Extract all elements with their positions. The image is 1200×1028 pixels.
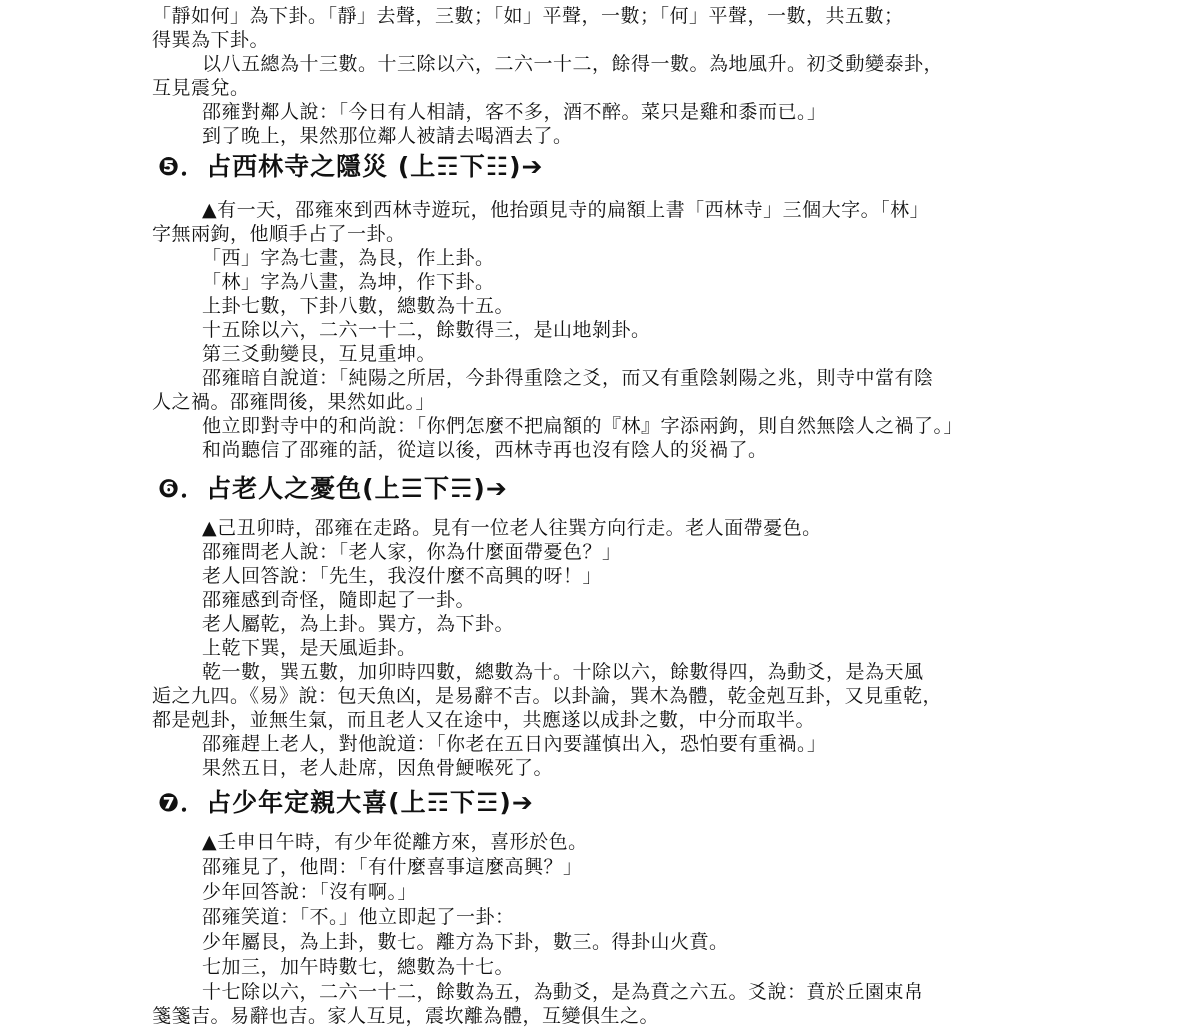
paragraph-line: ▲己丑卯時，邵雍在走路。見有一位老人往巽方向行走。老人面帶憂色。 (202, 517, 822, 539)
paragraph-line: ▲壬申日午時，有少年從離方來，喜形於色。 (202, 831, 588, 853)
paragraph-line: 邵雍見了，他問：「有什麼喜事這麼高興？」 (202, 856, 583, 878)
paragraph-line: 「靜如何」為下卦。「靜」去聲，三數；「如」平聲，一數；「何」平聲，一數，共五數； (152, 5, 904, 27)
section-heading-6: ❻．占老人之憂色(上☰下☴)➔ (158, 474, 508, 503)
paragraph-line: 第三爻動變艮，互見重坤。 (202, 343, 437, 365)
paragraph-line: 老人屬乾，為上卦。巽方，為下卦。 (202, 613, 515, 635)
paragraph-line: 人之禍。邵雍問後，果然如此。」 (152, 391, 436, 413)
paragraph-line: 他立即對寺中的和尚說：「你們怎麼不把扁額的『林』字添兩鉤，則自然無陰人之禍了。」 (202, 415, 964, 437)
paragraph-line: 老人回答說：「先生，我沒什麼不高興的呀！」 (202, 565, 603, 587)
paragraph-line: 逅之九四。《易》說：包天魚凶，是易辭不吉。以卦論，巽木為體，乾金剋互卦，又見重乾， (152, 685, 943, 707)
paragraph-line: 十五除以六，二六一十二，餘數得三，是山地剝卦。 (202, 319, 651, 341)
paragraph-line: 互見震兌。 (152, 77, 250, 99)
paragraph-line: 到了晚上，果然那位鄰人被請去喝酒去了。 (202, 125, 573, 147)
paragraph-line: 果然五日，老人赴席，因魚骨鯁喉死了。 (202, 757, 554, 779)
paragraph-line: 上乾下巽，是天風逅卦。 (202, 637, 417, 659)
paragraph-line: 以八五總為十三數。十三除以六，二六一十二，餘得一數。為地風升。初爻動變泰卦， (202, 53, 944, 75)
paragraph-line: 七加三，加午時數七，總數為十七。 (202, 956, 515, 978)
paragraph-line: 邵雍趕上老人，對他說道：「你老在五日內要謹慎出入，恐怕要有重禍。」 (202, 733, 827, 755)
paragraph-line: 邵雍問老人說：「老人家，你為什麼面帶憂色？」 (202, 541, 622, 563)
paragraph-line: 邵雍笑道：「不。」他立即起了一卦： (202, 906, 515, 928)
paragraph-line: 邵雍感到奇怪，隨即起了一卦。 (202, 589, 476, 611)
paragraph-line: 箋箋吉。易辭也吉。家人互見，震坎離為體，互變俱生之。 (152, 1005, 660, 1027)
section-heading-5: ❺．占西林寺之隱災 (上☶下☷)➔ (158, 152, 544, 181)
paragraph-line: 字無兩鉤，他順手占了一卦。 (152, 223, 406, 245)
paragraph-line: 邵雍對鄰人說：「今日有人相請，客不多，酒不醉。菜只是雞和黍而已。」 (202, 101, 827, 123)
paragraph-line: 「西」字為七畫，為艮，作上卦。 (202, 247, 495, 269)
paragraph-line: 少年屬艮，為上卦，數七。離方為下卦，數三。得卦山火賁。 (202, 931, 729, 953)
paragraph-line: 十七除以六，二六一十二，餘數為五，為動爻，是為賁之六五。爻說：賁於丘園束帛 (202, 981, 924, 1003)
paragraph-line: 上卦七數，下卦八數，總數為十五。 (202, 295, 515, 317)
paragraph-line: ▲有一天，邵雍來到西林寺遊玩，他抬頭見寺的扁額上書「西林寺」三個大字。「林」 (202, 199, 930, 221)
paragraph-line: 乾一數，巽五數，加卯時四數，總數為十。十除以六，餘數得四，為動爻，是為天風 (202, 661, 924, 683)
paragraph-line: 少年回答說：「沒有啊。」 (202, 881, 418, 903)
section-heading-7: ❼．占少年定親大喜(上☶下☲)➔ (158, 788, 534, 817)
paragraph-line: 和尚聽信了邵雍的話，從這以後，西林寺再也沒有陰人的災禍了。 (202, 439, 768, 461)
paragraph-line: 得巽為下卦。 (152, 29, 270, 51)
paragraph-line: 邵雍暗自說道：「純陽之所居，今卦得重陰之爻，而又有重陰剝陽之兆，則寺中當有陰 (202, 367, 934, 389)
paragraph-line: 「林」字為八畫，為坤，作下卦。 (202, 271, 495, 293)
paragraph-line: 都是剋卦，並無生氣，而且老人又在途中，共應遂以成卦之數，中分而取半。 (152, 709, 816, 731)
